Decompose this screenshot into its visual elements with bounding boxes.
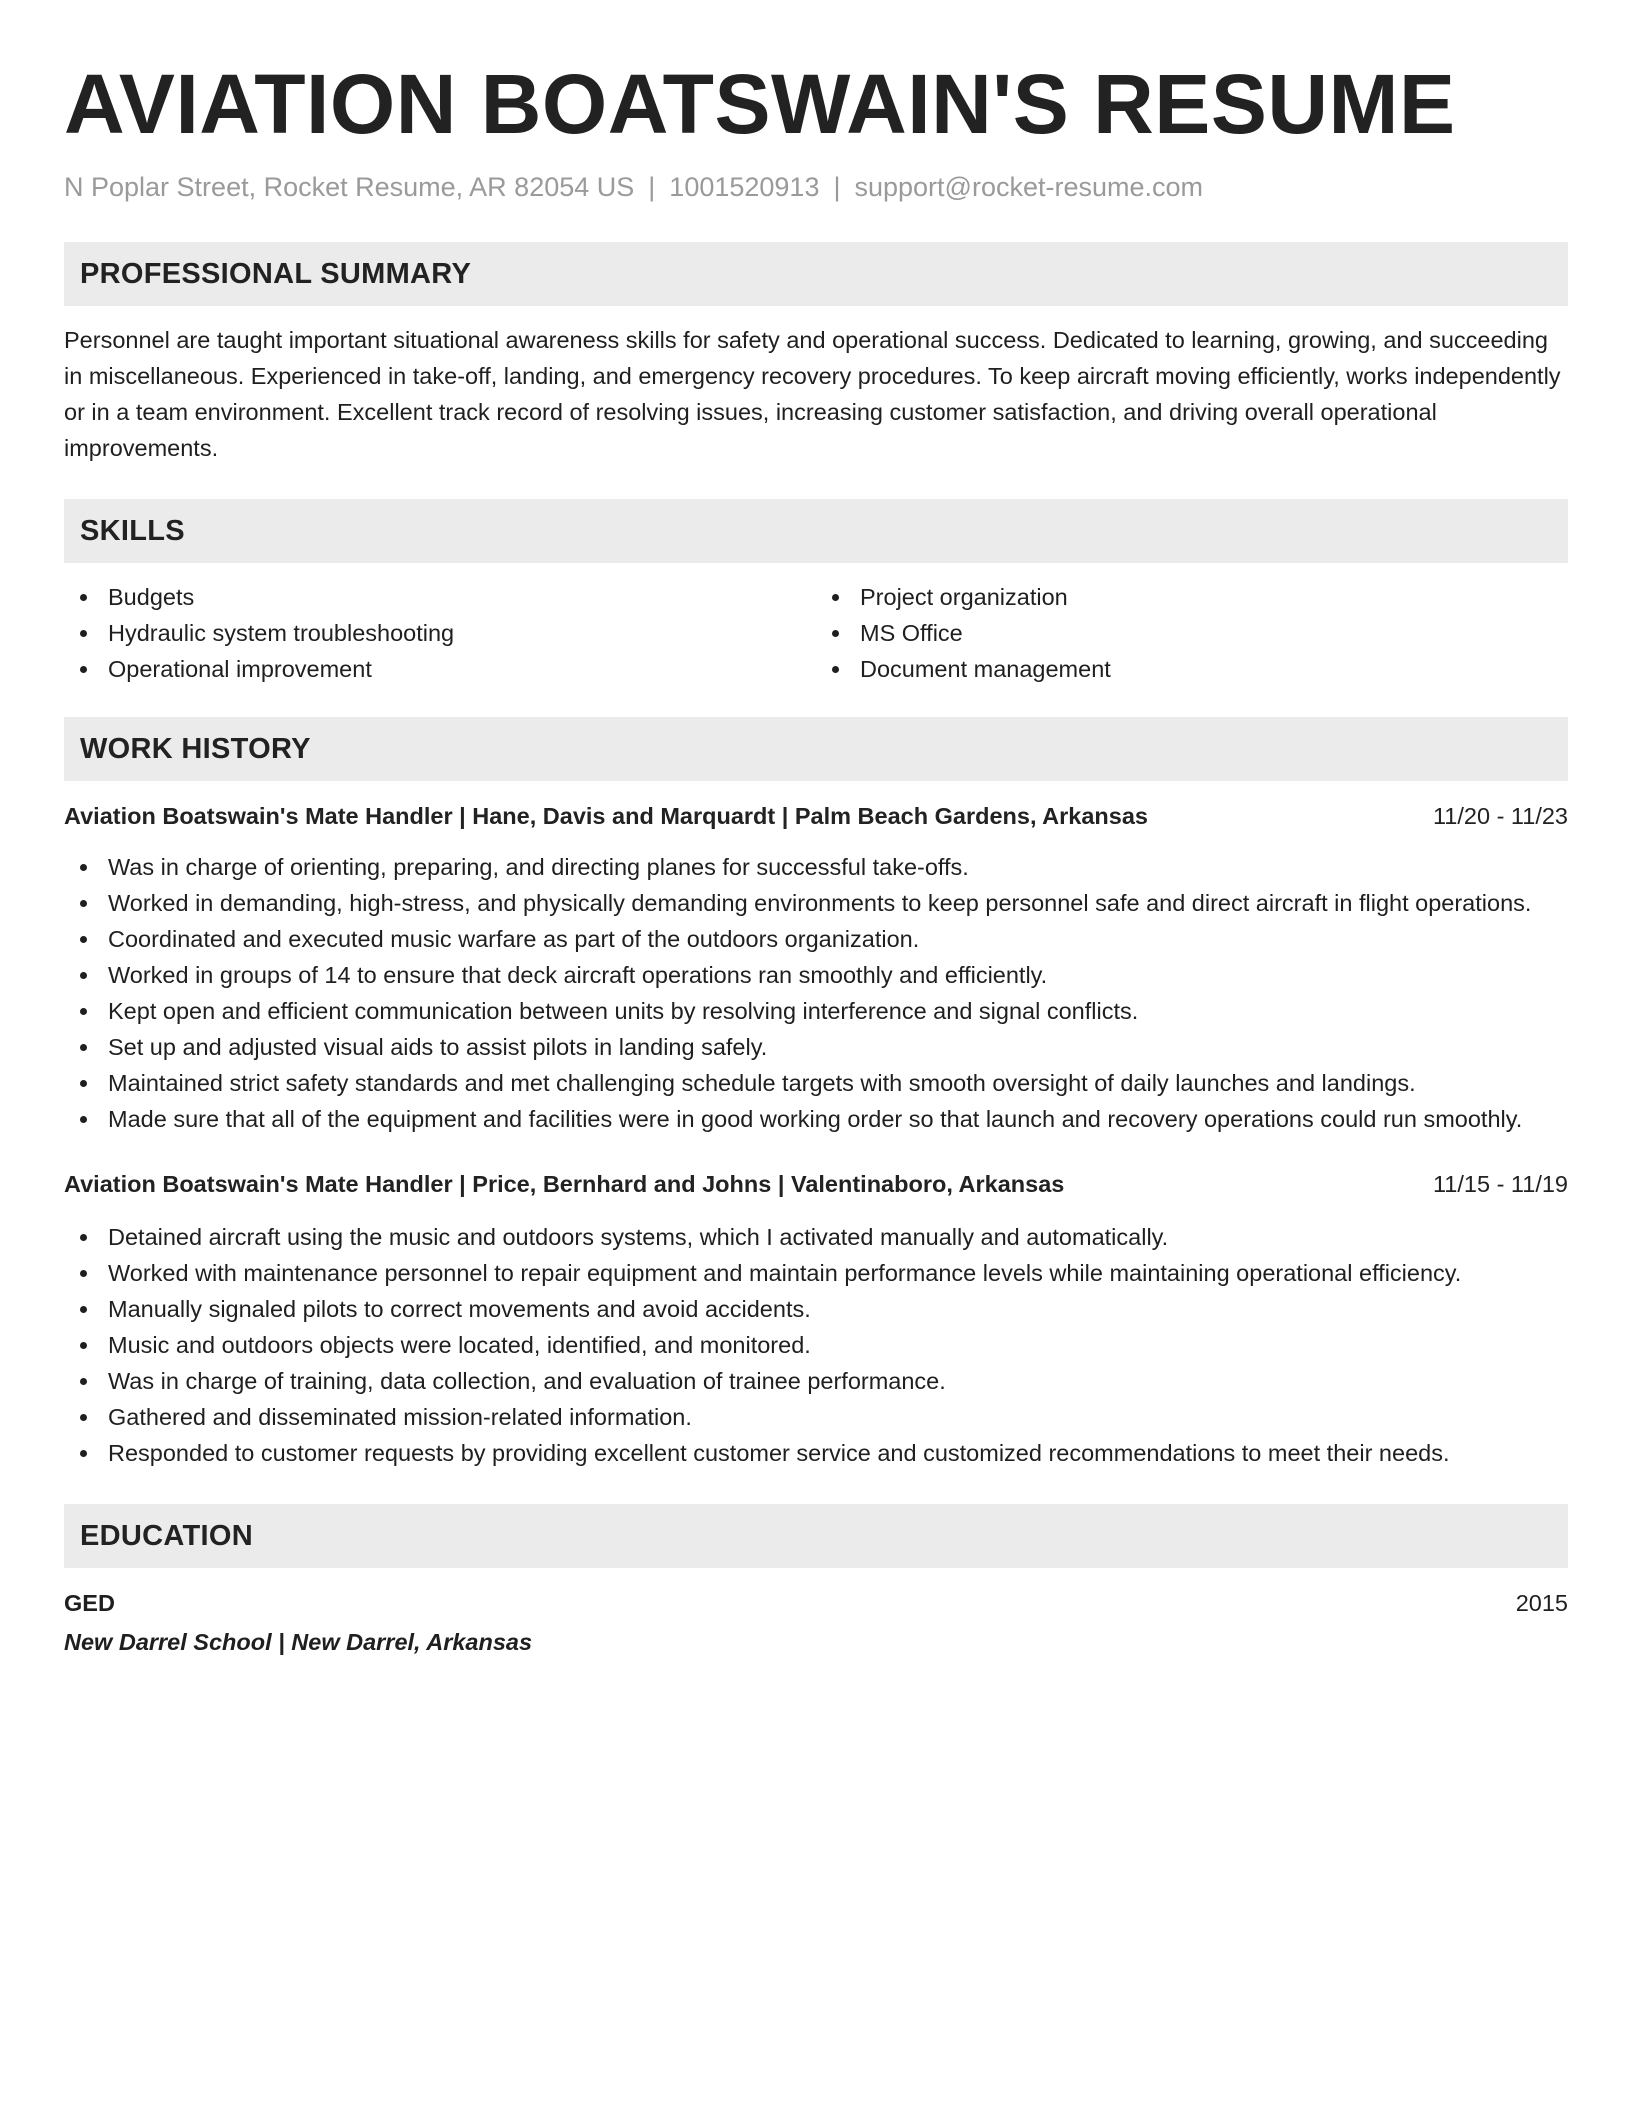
contact-address: N Poplar Street, Rocket Resume, AR 82054 US	[64, 172, 635, 202]
education-year: 2015	[1515, 1590, 1568, 1616]
education-degree: GED	[64, 1590, 115, 1616]
job-title: Aviation Boatswain's Mate Handler | Hane, Davis and Marquardt | Palm Beach Gardens, Arkansas	[64, 803, 1148, 829]
resume-title: AVIATION BOATSWAIN'S RESUME	[64, 57, 1456, 151]
job-bullet: Made sure that all of the equipment and facilities were in good working order so that launch and recovery operations could run smoothly.	[64, 1101, 1568, 1137]
summary-heading: PROFESSIONAL SUMMARY	[80, 257, 472, 290]
contact-separator: |	[833, 172, 841, 202]
contact-phone: 1001520913	[669, 172, 820, 202]
job-bullet: Music and outdoors objects were located, identified, and monitored.	[64, 1327, 1568, 1363]
job-bullet: Maintained strict safety standards and met challenging schedule targets with smooth oversight of daily launches and landings.	[64, 1065, 1568, 1101]
job-header	[64, 1167, 1568, 1201]
job-bullet: Set up and adjusted visual aids to assist pilots in landing safely.	[64, 1029, 1568, 1065]
contact-separator: |	[648, 172, 656, 202]
job-bullet: Responded to customer requests by providing excellent customer service and customized recommendations to meet their needs.	[64, 1435, 1568, 1471]
contact-email[interactable]: support@rocket-resume.com	[854, 172, 1204, 202]
job-bullet: Coordinated and executed music warfare as part of the outdoors organization.	[64, 921, 1568, 957]
job-bullets	[64, 1219, 1568, 1471]
skill-item: Operational improvement	[64, 651, 816, 687]
job-entry	[64, 1167, 1568, 1471]
job-bullet: Manually signaled pilots to correct movements and avoid accidents.	[64, 1291, 1568, 1327]
skills-column-left	[64, 579, 816, 687]
job-bullet: Was in charge of orienting, preparing, and directing planes for successful take-offs.	[64, 849, 1568, 885]
summary-text: Personnel are taught important situational awareness skills for safety and operational success. Dedicated to learning, growing, and succeeding in miscellaneous. Experienced in take-off, landing, and emergency recovery procedures. To keep aircraft moving efficiently, works independently or in a team environment. Excellent track record of resolving issues, increasing customer satisfaction, and driving overall operational improvements.	[64, 327, 1561, 461]
skills-section-header	[64, 499, 1568, 563]
work-heading: WORK HISTORY	[80, 732, 311, 765]
education-school: New Darrel School | New Darrel, Arkansas	[64, 1629, 533, 1655]
skills-list	[64, 579, 1568, 687]
skill-item: MS Office	[816, 615, 1568, 651]
job-bullet: Worked with maintenance personnel to repair equipment and maintain performance levels while maintaining operational efficiency.	[64, 1255, 1568, 1291]
job-bullet: Worked in groups of 14 to ensure that deck aircraft operations ran smoothly and efficiently.	[64, 957, 1568, 993]
job-bullet: Worked in demanding, high-stress, and physically demanding environments to keep personnel safe and direct aircraft in flight operations.	[64, 885, 1568, 921]
skills-column-right	[816, 579, 1568, 687]
skill-item: Budgets	[64, 579, 816, 615]
work-section-header	[64, 717, 1568, 781]
skill-item: Project organization	[816, 579, 1568, 615]
job-bullets	[64, 849, 1568, 1137]
job-entry	[64, 799, 1568, 1137]
job-bullet: Was in charge of training, data collection, and evaluation of trainee performance.	[64, 1363, 1568, 1399]
job-bullet: Detained aircraft using the music and outdoors systems, which I activated manually and automatically.	[64, 1219, 1568, 1255]
job-header	[64, 799, 1568, 833]
resume-header	[64, 0, 1568, 204]
skills-heading: SKILLS	[80, 514, 185, 547]
skill-item: Document management	[816, 651, 1568, 687]
job-bullet: Gathered and disseminated mission-related information.	[64, 1399, 1568, 1435]
job-title: Aviation Boatswain's Mate Handler | Price, Bernhard and Johns | Valentinaboro, Arkansas	[64, 1171, 1065, 1197]
summary-section-header	[64, 242, 1568, 306]
education-entry	[64, 1586, 1568, 1620]
job-dates: 11/20 - 11/23	[1432, 803, 1568, 829]
job-dates: 11/15 - 11/19	[1432, 1171, 1568, 1197]
education-heading: EDUCATION	[80, 1519, 253, 1552]
skill-item: Hydraulic system troubleshooting	[64, 615, 816, 651]
education-section-header	[64, 1504, 1568, 1568]
contact-line	[64, 170, 1568, 204]
job-bullet: Kept open and efficient communication between units by resolving interference and signal conflicts.	[64, 993, 1568, 1029]
